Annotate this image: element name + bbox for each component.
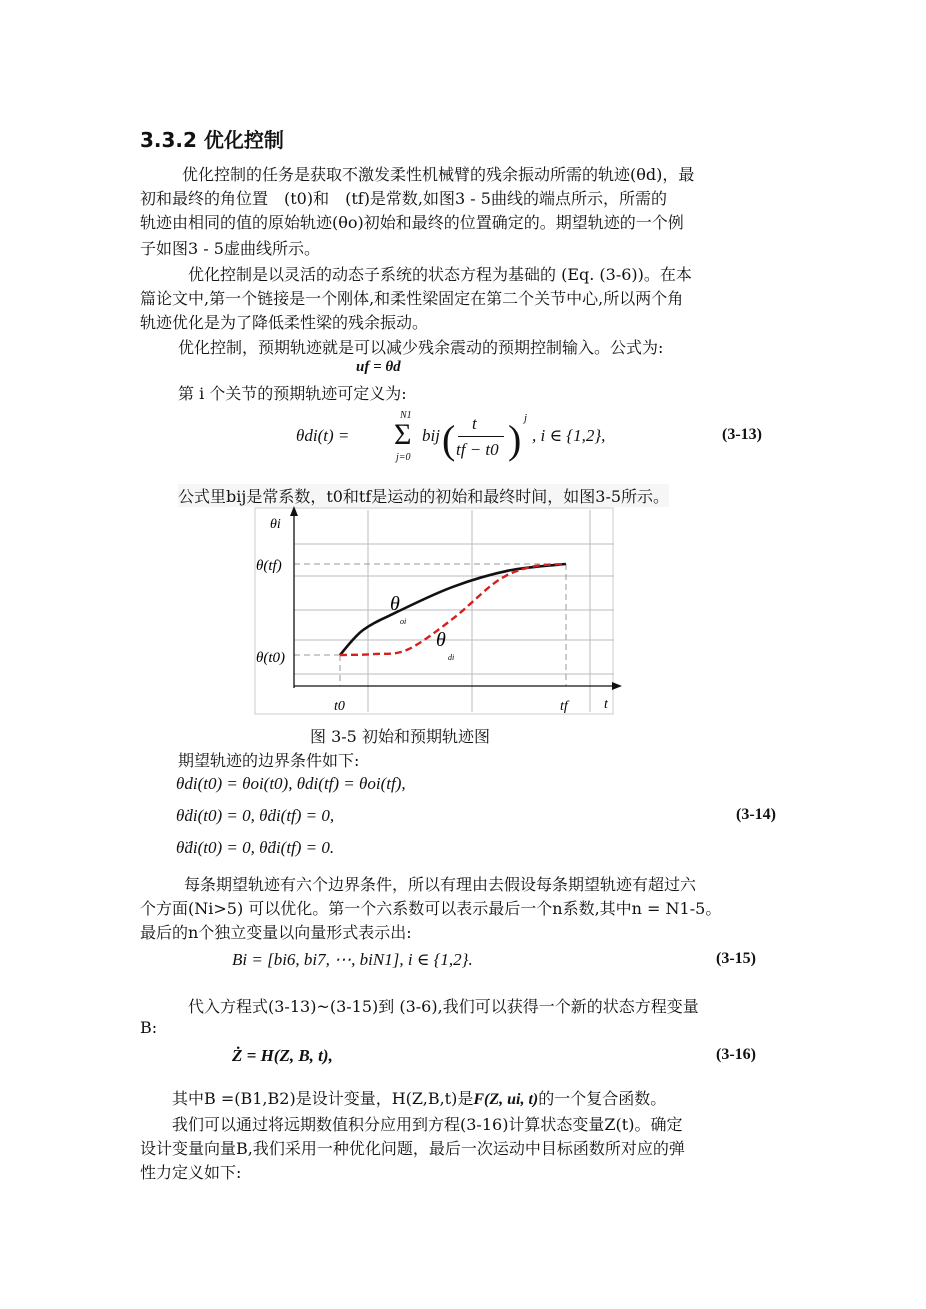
curve-desired-label: θ: [436, 629, 446, 651]
x-tick-start: t0: [334, 699, 345, 714]
paragraph-line: 公式里bij是常系数，t0和tf是运动的初始和最终时间，如图3-5所示。: [178, 484, 669, 507]
curve-original-sub: oi: [400, 617, 407, 626]
paragraph-line: 优化控制的任务是获取不激发柔性机械臂的残余振动所需的轨迹(θd)，最: [182, 165, 695, 184]
eq314-line-2: θ̇di(t0) = 0, θ̇di(tf) = 0,: [176, 806, 335, 825]
eq313-numerator: t: [472, 414, 477, 433]
paragraph-line: 我们可以通过将远期数值积分应用到方程(3-16)计算状态变量Z(t)。确定: [172, 1115, 683, 1134]
paragraph-line: 个方面(Ni>5) 可以优化。第一个六系数可以表示最后一个n系数,其中n = N1-5。: [140, 899, 722, 918]
eq314-number: (3-14): [736, 806, 776, 823]
eq315: Bi = [bi6, bi7, ⋯, biN1], i ∈ {1,2}.: [232, 950, 473, 969]
paragraph-line: [172, 1086, 666, 1109]
eq313-number: (3-13): [722, 426, 762, 443]
paragraph-line: 第 i 个关节的预期轨迹可定义为:: [178, 384, 407, 403]
x-tick-end: tf: [560, 699, 568, 714]
paragraph-line: 篇论文中,第一个链接是一个刚体,和柔性梁固定在第二个关节中心,所以两个角: [140, 289, 684, 308]
sum-symbol: Σ: [394, 418, 412, 451]
eq313-coeff: bij: [422, 426, 440, 445]
paragraph-line: 期望轨迹的边界条件如下:: [178, 751, 360, 770]
y-axis-label: θi: [270, 517, 281, 532]
eq315-number: (3-15): [716, 950, 756, 967]
eq316-number: (3-16): [716, 1046, 756, 1063]
eq313-denominator: tf − t0: [456, 440, 499, 459]
eq314-line-3: θ̈di(t0) = 0, θ̈di(tf) = 0.: [176, 838, 335, 857]
y-tick-bottom: θ(t0): [256, 650, 286, 666]
paragraph-line: 每条期望轨迹有六个边界条件，所以有理由去假设每条期望轨迹有超过六: [184, 875, 697, 894]
x-axis-label: t: [604, 697, 608, 712]
figure-caption: 图 3-5 初始和预期轨迹图: [310, 727, 490, 746]
paragraph-line: 最后的n个独立变量以向量形式表示出:: [140, 923, 412, 942]
trajectory-figure: [254, 506, 628, 718]
eq313-tail: , i ∈ {1,2},: [532, 426, 606, 445]
paragraph-line: B:: [140, 1018, 158, 1037]
p9-start: 其中B =(B1,B2)是设计变量，H(Z,B,t)是: [172, 1089, 474, 1108]
eq313-exponent: j: [524, 412, 528, 424]
paragraph-line: 子如图3 - 5虚曲线所示。: [140, 239, 320, 258]
x-axis-arrow: [612, 682, 622, 690]
y-tick-top: θ(tf): [256, 558, 282, 574]
eq313-lhs: θdi(t) =: [296, 426, 350, 445]
paragraph-line: 优化控制是以灵活的动态子系统的状态方程为基础的 (Eq. (3-6))。在本: [188, 265, 692, 284]
paragraph-line: 优化控制，预期轨迹就是可以减少残余震动的预期控制输入。公式为:: [178, 338, 664, 357]
paragraph-line: 初和最终的角位置 (t0)和 (tf)是常数,如图3 - 5曲线的端点所示，所需的: [140, 189, 667, 208]
eq314-line-1: θdi(t0) = θoi(t0), θdi(tf) = θoi(tf),: [176, 774, 406, 793]
paragraph-line: 代入方程式(3-13)~(3-15)到 (3-6),我们可以获得一个新的状态方程变量: [188, 997, 699, 1016]
figure-frame: [255, 508, 613, 714]
paragraph-line: 设计变量向量B,我们采用一种优化问题，最后一次运动中目标函数所对应的弹: [140, 1139, 685, 1158]
paragraph-line: 轨迹由相同的值的原始轨迹(θo)初始和最终的位置确定的。期望轨迹的一个例: [140, 213, 684, 232]
paragraph-line: 性力定义如下:: [140, 1163, 242, 1182]
grid-lines: [294, 510, 614, 712]
eq313-sum-top: N1: [400, 410, 412, 421]
paragraph-line: 轨迹优化是为了降低柔性梁的残余振动。: [140, 313, 429, 332]
curve-original-label: θ: [390, 593, 400, 615]
right-paren: ): [508, 417, 522, 462]
fraction-bar: [458, 436, 504, 437]
guide-lines: [294, 564, 566, 686]
p9-end: 的一个复合函数。: [538, 1089, 667, 1108]
curve-desired-sub: di: [448, 653, 455, 662]
section-heading: 3.3.2 优化控制: [140, 128, 284, 152]
p9-math: F(Z, ui, t): [473, 1091, 539, 1108]
eq316: Ż = H(Z, B, t),: [232, 1046, 333, 1065]
left-paren: (: [442, 417, 456, 462]
eq313-sum-bot: j=0: [396, 452, 411, 463]
equation-3-13: [296, 410, 776, 466]
equation-uf: uf = θd: [356, 359, 401, 375]
